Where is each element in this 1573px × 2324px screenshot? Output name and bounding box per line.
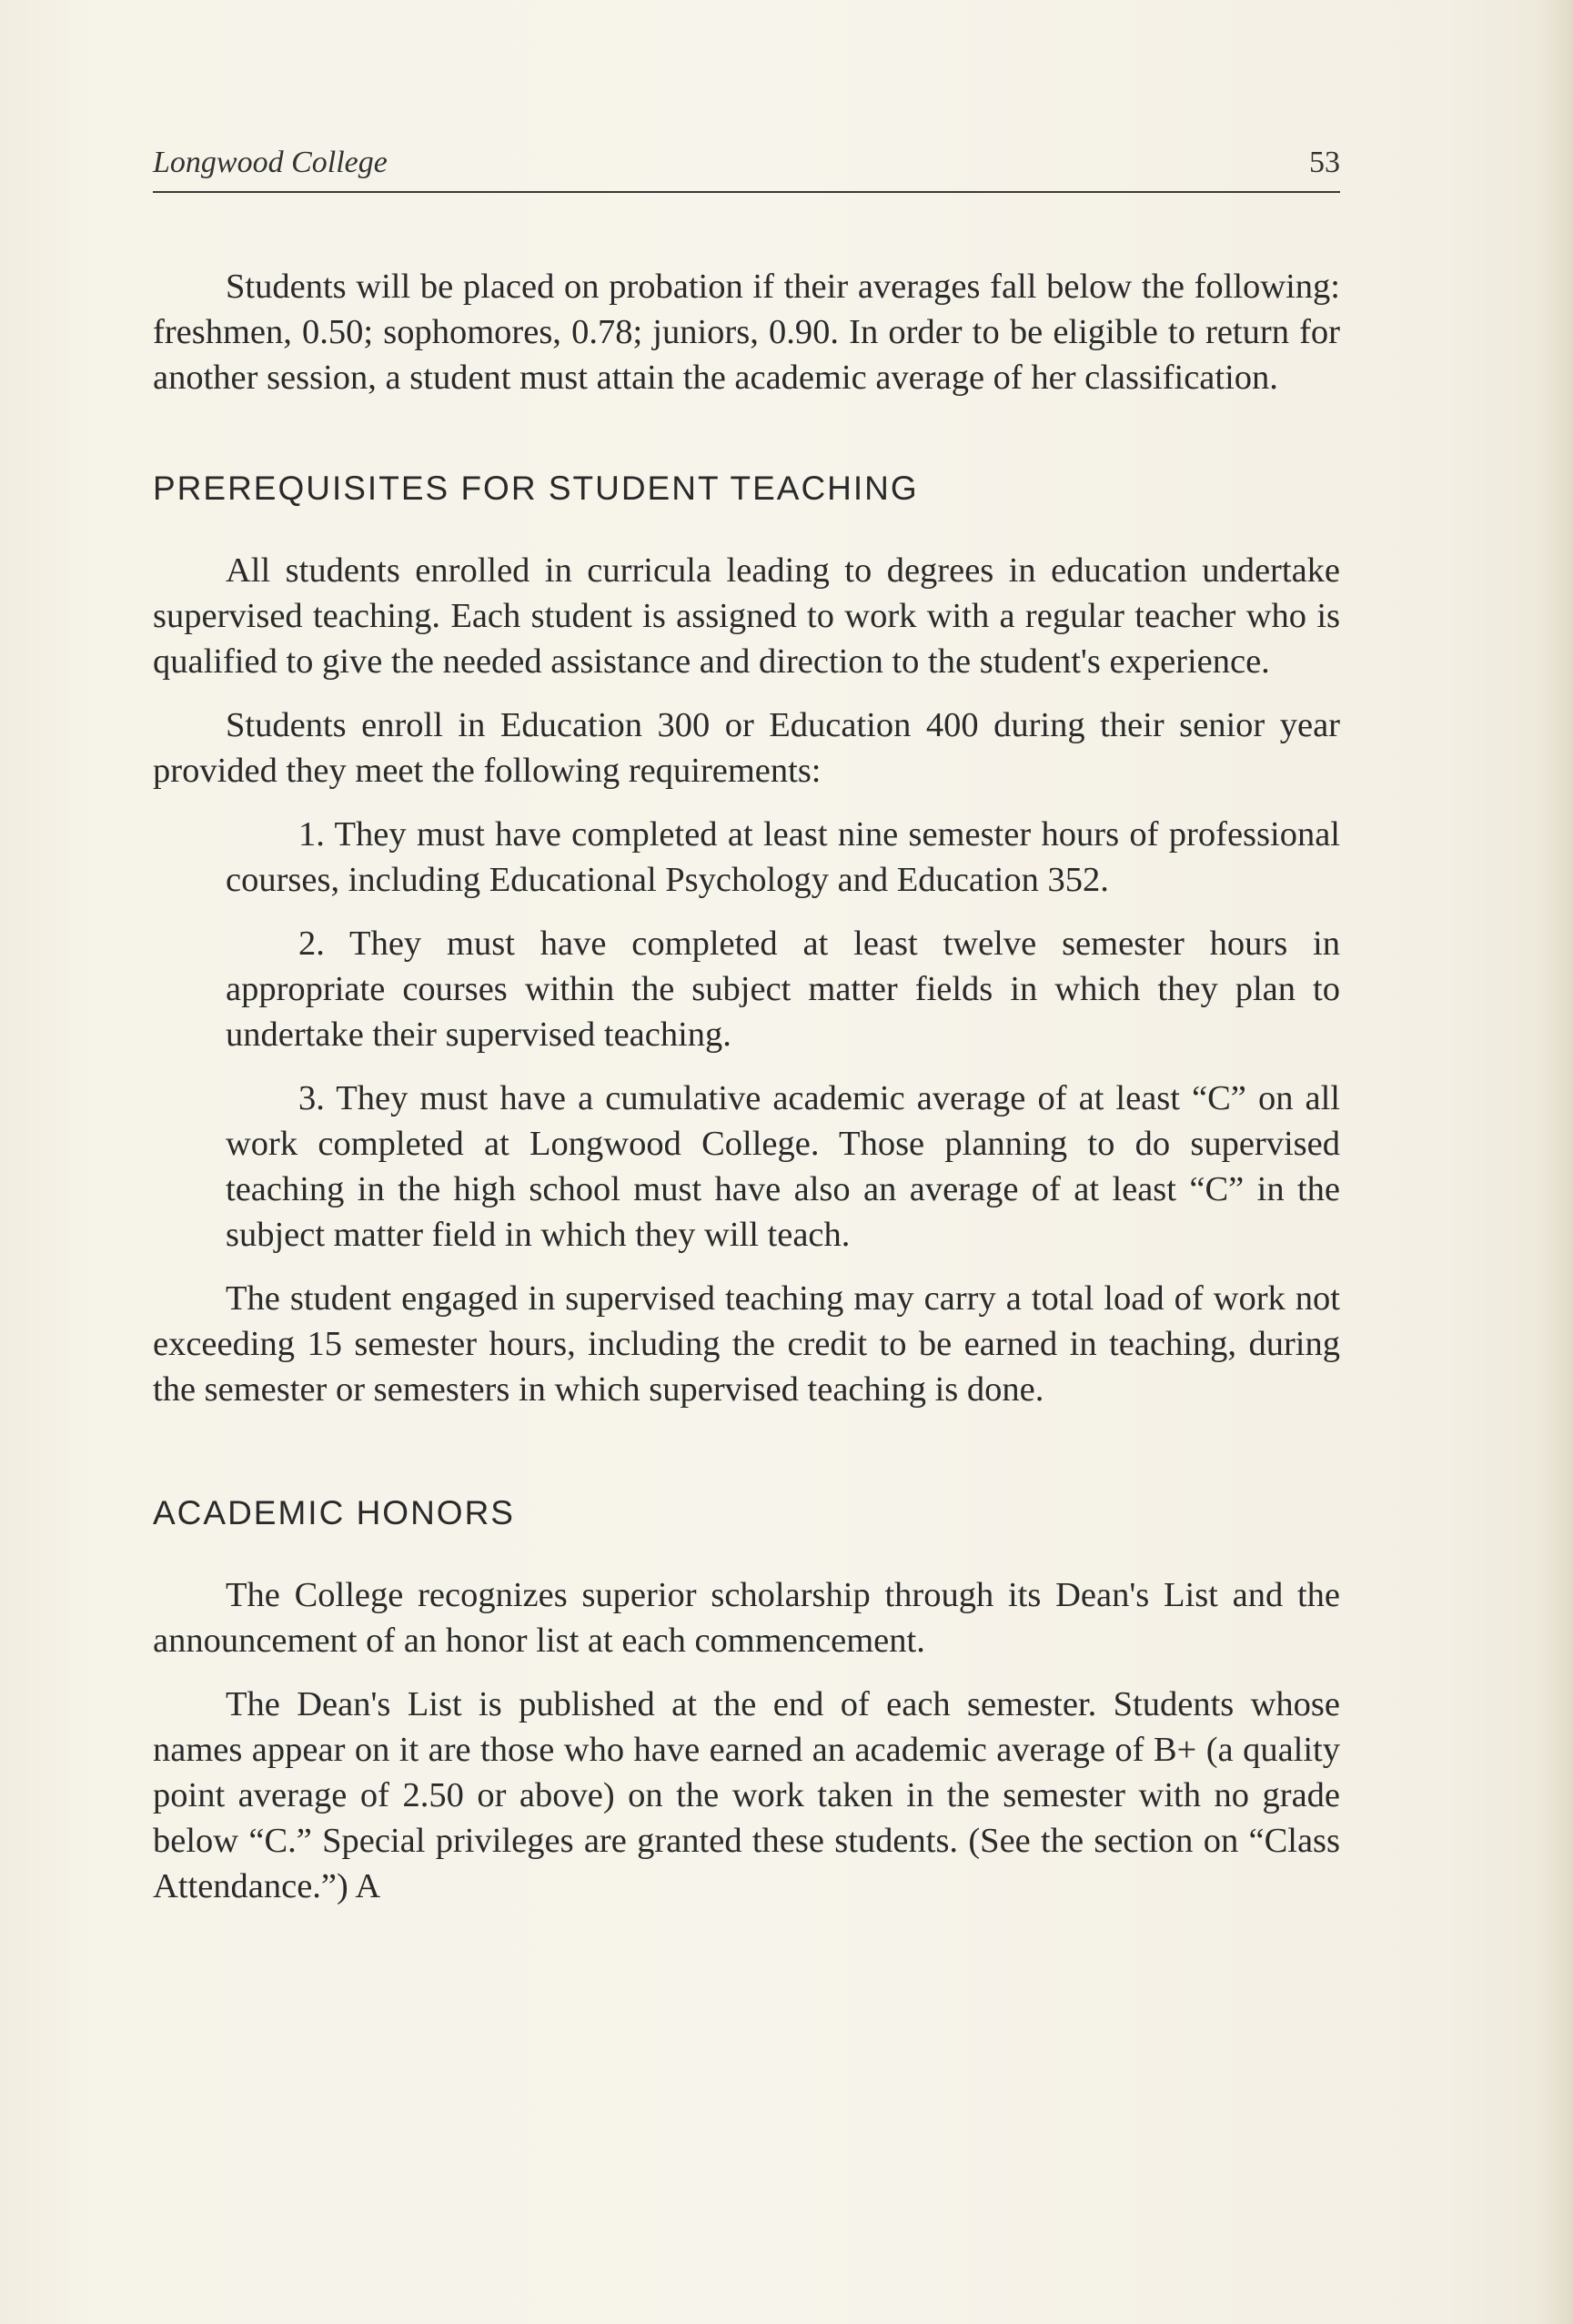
paragraph-supervised-teaching: All students enrolled in curricula leading to degrees in education undertake supervised teaching. Each student is assigned to work with a regular teacher who is qualified to give the needed assistance and direction to the student's experience. xyxy=(153,551,1340,681)
paragraph-load-limit: The student engaged in supervised teaching may carry a total load of work not exceeding 15 semester hours, including the credit to be earned in teaching, during the semester or semesters in which supervised teaching is done. xyxy=(153,1279,1340,1409)
paragraph-enrollment: Students enroll in Education 300 or Education 400 during their senior year provided they meet the following requirements: xyxy=(153,706,1340,790)
running-head-title: Longwood College xyxy=(153,146,388,179)
section-heading-honors: ACADEMIC HONORS xyxy=(153,1494,515,1531)
page-body xyxy=(153,264,1340,1909)
paragraph-honors-intro: The College recognizes superior scholarship through its Dean's List and the announcement of an honor list at each commencement. xyxy=(153,1576,1340,1660)
requirement-number: 3. xyxy=(298,1079,325,1117)
requirement-item xyxy=(226,1076,1340,1258)
requirement-number: 2. xyxy=(298,925,325,963)
page-content xyxy=(153,146,1340,1927)
running-head xyxy=(153,146,1340,193)
requirement-text: They must have a cumulative academic average of at least “C” on all work completed at Longwood College. Those planning to do supervised teaching in the high school must have also an average of at least “C” in the subject matter field in which they will teach. xyxy=(226,1079,1340,1254)
requirement-item xyxy=(226,921,1340,1057)
page-number: 53 xyxy=(1309,146,1340,179)
requirement-number: 1. xyxy=(298,815,325,854)
requirement-text: They must have completed at least nine semester hours of professional courses, including Educational Psychology and Education 352. xyxy=(226,815,1340,899)
paragraph-deans-list: The Dean's List is published at the end of each semester. Students whose names appear on it are those who have earned an academic average of B+ (a quality point average of 2.50 or above) on the work taken in the semester with no grade below “C.” Special privileges are granted these students. (See the section on “Class Attendance.”) A xyxy=(153,1685,1340,1905)
probation-paragraph: Students will be placed on probation if their averages fall below the following: freshmen, 0.50; sophomores, 0.78; juniors, 0.90. In order to be eligible to return for another session, a student must attain the academic average of her classification. xyxy=(153,268,1340,397)
page-edge-shadow xyxy=(1538,0,1573,2324)
requirement-item xyxy=(226,812,1340,903)
requirement-text: They must have completed at least twelve semester hours in appropriate courses within the subject matter fields in which they plan to undertake their supervised teaching. xyxy=(226,925,1340,1054)
section-heading-prerequisites: PREREQUISITES FOR STUDENT TEACHING xyxy=(153,470,919,507)
